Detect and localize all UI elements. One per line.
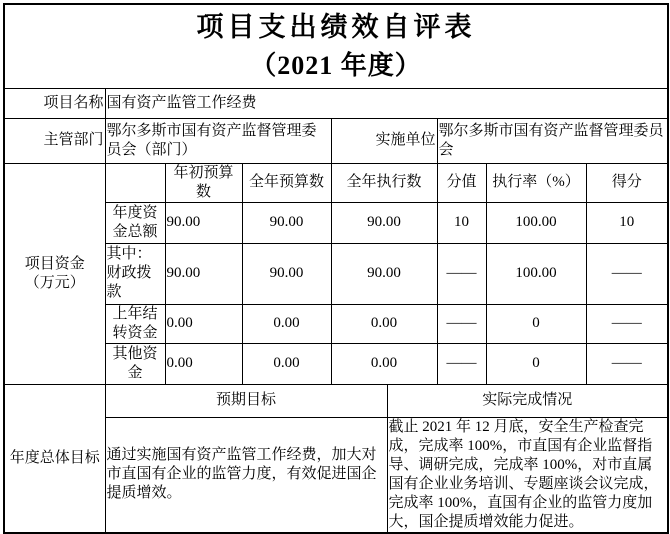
fund-cell: 0 (486, 304, 586, 343)
fund-row-label: 其中：财政拨款 (105, 243, 165, 304)
fund-cell: 0.00 (165, 304, 242, 343)
self-evaluation-table (3, 3, 669, 534)
fund-cell: 100.00 (486, 243, 586, 304)
project-name-value: 国有资产监管工作经费 (105, 88, 668, 118)
fund-cell: 90.00 (331, 202, 437, 243)
dept-label: 主管部门 (4, 118, 105, 163)
fund-cell: —— (437, 343, 486, 384)
fund-cell: 90.00 (242, 202, 331, 243)
funds-section-label-line2: （万元） (24, 274, 85, 291)
fund-cell: —— (437, 243, 486, 304)
funds-col-header-score: 得分 (586, 163, 668, 202)
fund-cell: 0.00 (331, 304, 437, 343)
funds-col-header-score-weight: 分值 (437, 163, 486, 202)
fund-cell: 90.00 (242, 243, 331, 304)
funds-corner-blank-cell (105, 163, 165, 202)
project-name-label: 项目名称 (4, 88, 105, 118)
impl-unit-label: 实施单位 (331, 118, 437, 163)
fund-cell: 0.00 (242, 304, 331, 343)
fund-cell: 90.00 (165, 202, 242, 243)
fund-cell: —— (586, 243, 668, 304)
fund-cell: 100.00 (486, 202, 586, 243)
fund-cell: 90.00 (165, 243, 242, 304)
expected-goal-text: 通过实施国有资产监管工作经费，加大对市直国有企业的监管力度，有效促进国企提质增效。 (105, 417, 387, 533)
fund-row-label: 年度资金总额 (105, 202, 165, 243)
dept-value: 鄂尔多斯市国有资产监督管理委员会（部门） (105, 118, 331, 163)
fund-cell: 0.00 (165, 343, 242, 384)
doc-title: 项目支出绩效自评表 (196, 12, 476, 43)
funds-col-header-annual-budget: 全年预算数 (242, 163, 331, 202)
funds-col-header-initial-budget: 年初预算数 (165, 163, 242, 202)
fund-cell: 10 (437, 202, 486, 243)
fund-cell: —— (586, 343, 668, 384)
funds-col-header-annual-execution: 全年执行数 (331, 163, 437, 202)
title-cell (4, 4, 668, 88)
actual-result-header: 实际完成情况 (387, 384, 668, 417)
funds-section-label-line1: 项目资金 (24, 255, 85, 272)
fund-cell: 0.00 (331, 343, 437, 384)
fund-cell: 0 (486, 343, 586, 384)
overall-goal-label: 年度总体目标 (4, 384, 105, 533)
fund-row-label: 上年结转资金 (105, 304, 165, 343)
actual-result-text: 截止 2021 年 12 月底，安全生产检查完成，完成率 100%，市直国有企业监督指导、调研完成，完成率 100%，对市直属国有企业业务培训、专题座谈会议完成，完成率 100%，直国有企业的监管力度加大，国企提质增效能力促进。 (387, 417, 668, 533)
funds-col-header-execution-rate: 执行率（%） (486, 163, 586, 202)
fund-cell: 0.00 (242, 343, 331, 384)
doc-subtitle: （2021 年度） (250, 51, 422, 81)
fund-cell: —— (437, 304, 486, 343)
impl-unit-value: 鄂尔多斯市国有资产监督管理委员会 (437, 118, 668, 163)
fund-row-label: 其他资金 (105, 343, 165, 384)
expected-goal-header: 预期目标 (105, 384, 387, 417)
fund-cell: —— (586, 304, 668, 343)
fund-cell: 90.00 (331, 243, 437, 304)
funds-section-label (4, 163, 105, 384)
fund-cell: 10 (586, 202, 668, 243)
